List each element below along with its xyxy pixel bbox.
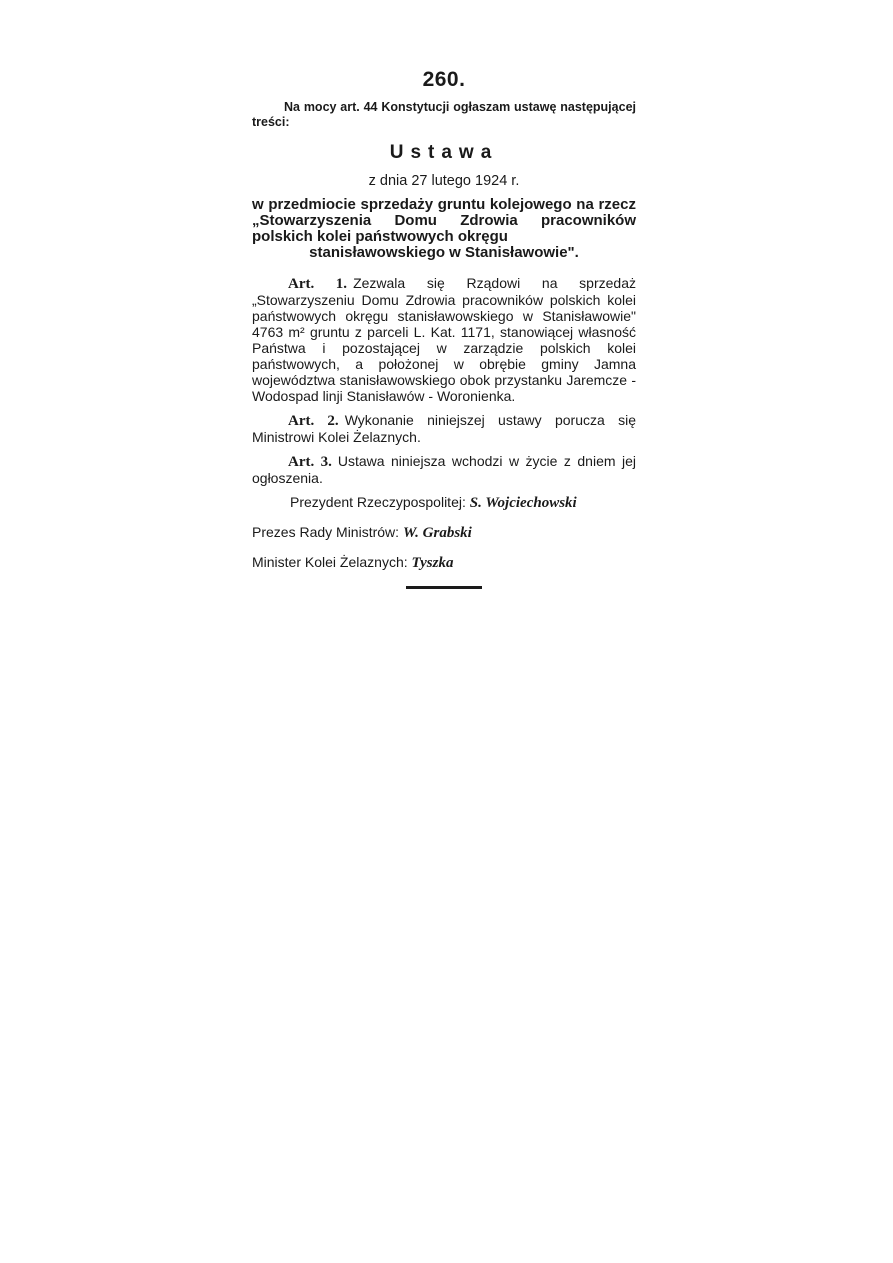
act-subject-main: w przedmiocie sprzedaży gruntu kolejowego na rzecz „Stowarzyszenia Domu Zdrowia pracowników polskich kolei państwowych okręgu — [252, 196, 636, 245]
article-text: Ustawa niniejsza wchodzi w życie z dniem jej ogłoszenia. — [252, 453, 636, 486]
intro-text: Na mocy art. 44 Konstytucji ogłaszam ustawę następującej treści: — [252, 100, 636, 129]
act-subject — [252, 197, 636, 261]
signature-role: Minister Kolei Żelaznych: — [252, 554, 408, 570]
signature-railway-minister — [252, 554, 636, 572]
act-date: z dnia 27 lutego 1924 r. — [368, 173, 520, 189]
signature-name: S. Wojciechowski — [469, 495, 577, 511]
article-text: Zezwala się Rządowi na sprzedaż „Stowarzyszeniu Domu Zdrowia pracowników polskich kolei państwowych okręgu stanisławowskiego w Stanisławowie" 4763 m² gruntu z parceli L. Kat. 1171, stanowiącej własność Państwa i pozostającej w zarządzie polskich kolei państwowych, a położonej w obrębie gminy Jamna województwa stanisławowskiego obok przystanku Jaremcze - Wodospad linji Stanisławów - Woronienka. — [252, 275, 636, 404]
article-label: Art. 1. — [288, 276, 348, 292]
article-label: Art. 2. — [288, 413, 339, 429]
closing-rule — [406, 586, 482, 589]
document-page — [252, 68, 636, 589]
article-label: Art. 3. — [288, 454, 332, 470]
signature-president — [252, 494, 636, 512]
signature-prime-minister — [252, 524, 636, 542]
signature-name: W. Grabski — [402, 525, 472, 541]
article-3 — [252, 453, 636, 486]
article-2 — [252, 412, 636, 445]
page-number: 260. — [422, 68, 466, 91]
signature-role: Prezydent Rzeczypospolitej: — [290, 494, 466, 510]
signature-role: Prezes Rady Ministrów: — [252, 524, 400, 540]
act-subject-last: stanisławowskiego w Stanisławowie". — [309, 244, 579, 261]
article-text: Wykonanie niniejszej ustawy porucza się Ministrowi Kolei Żelaznych. — [252, 412, 636, 445]
act-title: Ustawa — [389, 142, 499, 163]
signature-name: Tyszka — [411, 555, 454, 571]
article-1 — [252, 275, 636, 404]
